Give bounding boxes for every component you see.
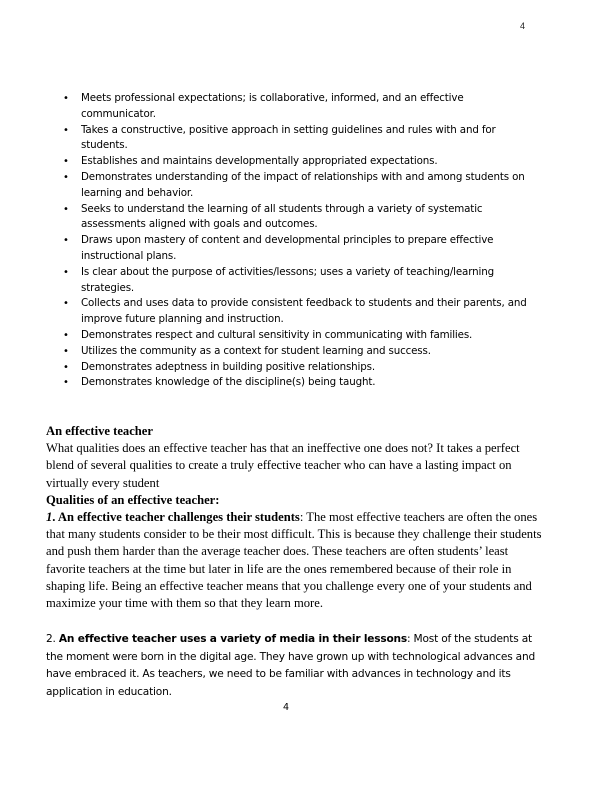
list-item-text: Utilizes the community as a context for student learning and success. <box>81 344 431 357</box>
list-item <box>60 375 540 391</box>
list-item <box>60 154 540 170</box>
section-subheading: Qualities of an effective teacher: <box>46 492 220 507</box>
page-number-footer: 4 <box>283 702 290 713</box>
quality-item-2 <box>46 631 536 701</box>
list-item-text: Demonstrates adeptness in building positive relationships. <box>81 360 375 373</box>
list-item-text: Is clear about the purpose of activities/lessons; uses a variety of teaching/learning strategies. <box>81 265 494 294</box>
list-item-text: Demonstrates respect and cultural sensitivity in communicating with families. <box>81 328 473 341</box>
quality-number: 1 <box>46 510 53 525</box>
quality-separator: . <box>52 633 59 645</box>
bullet-icon: • <box>63 329 69 341</box>
list-item <box>60 123 540 155</box>
list-item <box>60 202 540 234</box>
bullet-icon: • <box>63 298 69 310</box>
list-item-text: Collects and uses data to provide consistent feedback to students and their parents, and improve future planning and instruction. <box>81 297 527 326</box>
section-intro: What qualities does an effective teacher has that an ineffective one does not? It takes a perfect blend of several qualities to create a truly effective teacher who can have a lasting impact on virtually every student <box>46 441 520 490</box>
bullet-icon: • <box>63 171 69 183</box>
list-item-text: Takes a constructive, positive approach in setting guidelines and rules with and for students. <box>81 123 496 152</box>
list-item-text: Establishes and maintains developmentally appropriated expectations. <box>81 155 438 168</box>
list-item <box>60 328 540 344</box>
list-item-text: Demonstrates knowledge of the discipline(s) being taught. <box>81 376 376 389</box>
quality-separator: . <box>52 510 58 525</box>
list-item <box>60 344 540 360</box>
quality-body: : Most of the students at the moment were born in the digital age. They have grown up with technological advances and have embraced it. As teachers, we need to be familiar with advances in technology and its application in education. <box>46 633 536 698</box>
list-item <box>60 265 540 297</box>
list-item-text: Meets professional expectations; is collaborative, informed, and an effective communicator. <box>81 92 464 120</box>
criteria-bullet-list <box>60 91 540 391</box>
quality-body: : The most effective teachers are often the ones that many students consider to be their most difficult. This is because they challenge their students and push them harder than the average teacher does. These teachers are often students’ least favorite teachers at the time but later in life are the ones remembered because of their role in shaping life. Being an effective teacher means that you challenge every one of your students and maximize your time with them so that they learn more. <box>46 510 542 611</box>
bullet-icon: • <box>63 235 69 247</box>
bullet-icon: • <box>63 156 69 168</box>
bullet-icon: • <box>63 345 69 357</box>
effective-teacher-section <box>46 423 546 612</box>
list-item <box>60 360 540 376</box>
bullet-icon: • <box>63 361 69 373</box>
section-heading: An effective teacher <box>46 424 153 438</box>
bullet-icon: • <box>63 93 69 104</box>
bullet-icon: • <box>63 203 69 215</box>
list-item <box>60 296 540 328</box>
quality-number: 2 <box>46 633 53 645</box>
list-item <box>60 233 540 265</box>
list-item <box>60 170 540 202</box>
quality-item-1 <box>46 509 546 612</box>
bullet-icon: • <box>63 124 69 136</box>
quality-title: An effective teacher challenges their students <box>57 510 300 525</box>
list-item-text: Seeks to understand the learning of all students through a variety of systematic assessments aligned with goals and outcomes. <box>81 202 483 231</box>
quality-title: An effective teacher uses a variety of media in their lessons <box>58 633 407 645</box>
list-item <box>60 91 540 123</box>
bullet-icon: • <box>63 377 69 389</box>
list-item-text: Demonstrates understanding of the impact of relationships with and among students on learning and behavior. <box>81 170 525 199</box>
page-number-header: 4 <box>520 21 526 31</box>
list-item-text: Draws upon mastery of content and developmental principles to prepare effective instructional plans. <box>81 234 494 262</box>
bullet-icon: • <box>63 266 69 278</box>
